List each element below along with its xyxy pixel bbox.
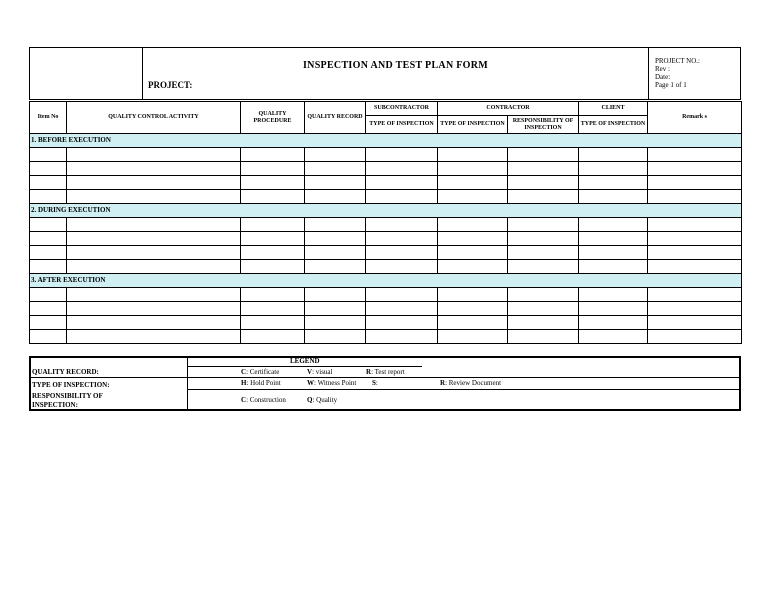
logo-area <box>29 47 143 100</box>
page-number: Page 1 of 1 <box>655 81 687 89</box>
section-during-execution: 2. DURING EXECUTION <box>30 204 742 218</box>
legend-construction: C: Construction <box>241 396 286 404</box>
table-row <box>30 316 742 330</box>
legend-quality: Q: Quality <box>307 396 338 404</box>
legend-type-of-inspection: TYPE OF INSPECTION: <box>32 381 110 389</box>
project-no: PROJECT NO.: <box>655 57 700 65</box>
revision: Rev : <box>655 65 670 73</box>
col-con-type: TYPE OF INSPECTION <box>438 116 508 134</box>
table-row <box>30 302 742 316</box>
table-row <box>30 246 742 260</box>
table-row <box>30 190 742 204</box>
col-con-resp: RESPONSIBILITY OF INSPECTION <box>508 116 579 134</box>
table-row <box>30 162 742 176</box>
legend-witness-point: W: Witness Point <box>307 379 357 387</box>
table-row <box>30 148 742 162</box>
legend-certificate: C: Certificate <box>241 368 280 376</box>
legend-s: S: <box>372 379 378 387</box>
legend-responsibility: RESPONSIBILITY OF INSPECTION: <box>32 392 103 409</box>
col-client: CLIENT <box>579 102 648 116</box>
legend-divider <box>187 356 188 411</box>
form-title: INSPECTION AND TEST PLAN FORM <box>302 60 489 71</box>
legend-label-divider <box>29 377 188 378</box>
table-row <box>30 330 742 344</box>
col-sub-type: TYPE OF INSPECTION <box>366 116 438 134</box>
col-subcontractor: SUBCONTRACTOR <box>366 102 438 116</box>
legend-quality-record: QUALITY RECORD: <box>32 368 99 376</box>
col-record: QUALITY RECORD <box>305 102 366 134</box>
table-row <box>30 218 742 232</box>
col-cli-type: TYPE OF INSPECTION <box>579 116 648 134</box>
col-activity: QUALITY CONTROL ACTIVITY <box>67 102 241 134</box>
legend-hold-point: H: Hold Point <box>241 379 281 387</box>
project-label: PROJECT: <box>148 80 193 90</box>
table-row <box>30 176 742 190</box>
legend-review-document: R: Review Document <box>440 379 502 387</box>
section-before-execution: 1. BEFORE EXECUTION <box>30 134 742 148</box>
section-after-execution: 3. AFTER EXECUTION <box>30 274 742 288</box>
table-row <box>30 288 742 302</box>
legend-title-underline <box>188 366 422 367</box>
legend-row-line-1 <box>188 377 739 378</box>
col-contractor: CONTRACTOR <box>438 102 579 116</box>
itp-table <box>29 101 742 344</box>
table-row <box>30 232 742 246</box>
col-item-no: Item No <box>30 102 67 134</box>
legend-title: LEGEND <box>290 357 320 365</box>
legend-row-line-2 <box>188 389 739 390</box>
col-procedure: QUALITY PROCEDURE <box>241 102 305 134</box>
legend-test-report: R: Test report <box>366 368 405 376</box>
col-remarks: Remark s <box>648 102 742 134</box>
date: Date: <box>655 73 671 81</box>
legend-visual: V: visual <box>307 368 333 376</box>
table-row <box>30 260 742 274</box>
